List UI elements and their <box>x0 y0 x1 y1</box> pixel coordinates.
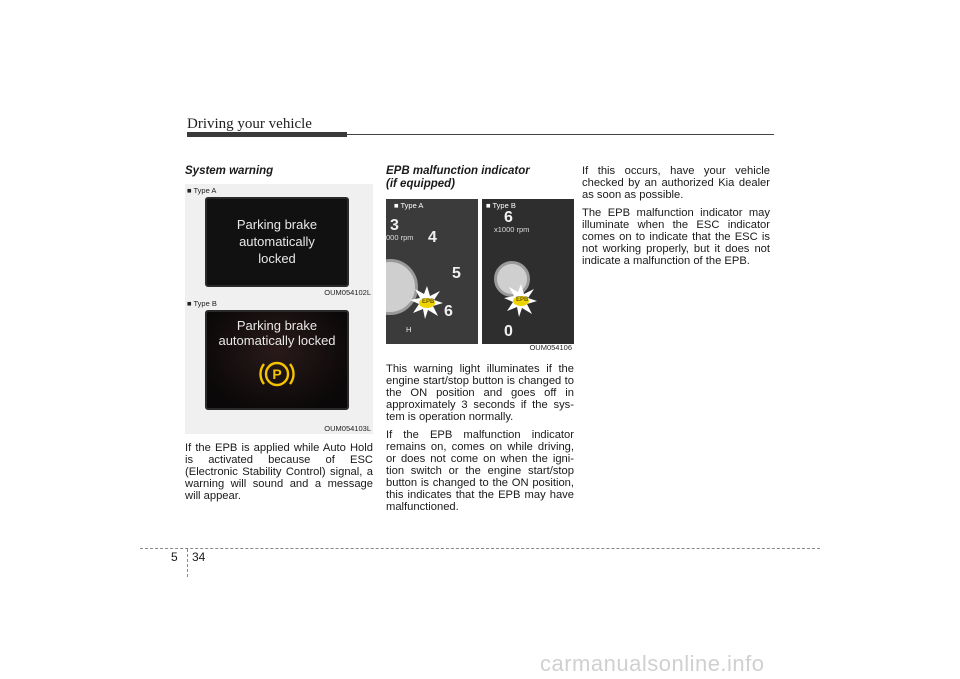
figure-code-a: OUM054102L <box>324 288 371 297</box>
message-b-line-1: Parking brake <box>236 318 318 333</box>
message-b-line-2: automatically locked <box>218 333 336 348</box>
section-subtitle-if-equipped: (if equipped) <box>386 178 455 190</box>
type-a-label: ■ Type A <box>187 186 217 195</box>
figure-epb-indicator <box>386 199 574 351</box>
column-3 <box>582 165 770 273</box>
footer-divider <box>187 549 188 577</box>
column-1 <box>185 165 373 508</box>
message-line-2: automatically <box>239 234 315 249</box>
gauge-a-num-3: 3 <box>390 217 399 234</box>
gauge-a-num-6: 6 <box>444 303 453 320</box>
message-line-1: Parking brake <box>236 217 318 232</box>
figure-code-epb: OUM054106 <box>529 343 572 352</box>
figure-system-warning <box>185 184 373 434</box>
paragraph-epb-2: If the EPB malfunction indicator remains on, comes on while driving, or does not come on when the igni-tion switch or the engine start/stop button is changed to the ON position, this indicates that the EPB may have malfunctioned. <box>386 429 574 513</box>
page-number: 34 <box>192 550 206 564</box>
paragraph-system-warning: If the EPB is applied while Auto Hold is activated because of ESC (Electronic Stability Control) signal, a warning will sound and a message will appear. <box>185 442 373 502</box>
display-type-b <box>205 310 349 410</box>
epb-indicator-b: EPB <box>516 297 529 303</box>
gauge-type-b <box>482 199 574 344</box>
gauge-type-a <box>386 199 478 344</box>
gauge-b-num-0: 0 <box>504 323 513 340</box>
header-bar <box>187 132 347 137</box>
gauge-b-num-6: 6 <box>504 209 513 226</box>
gauge-a-num-4: 4 <box>428 229 437 246</box>
epb-indicator-a: EPB <box>422 299 435 305</box>
gauge-a-num-5: 5 <box>452 265 461 282</box>
temp-h-label: H <box>406 325 412 334</box>
paragraph-epb-3: If this occurs, have your vehicle checked by an authorized Kia dealer as soon as possible. <box>582 165 770 201</box>
type-b-label: ■ Type B <box>187 299 217 308</box>
column-2 <box>386 165 574 519</box>
gauge-a-label: ■ Type A <box>394 201 424 210</box>
paragraph-epb-4: The EPB malfunction indicator may illuminate when the ESC indicator comes on to indicate that the ESC is not working properly, but it does not indicate a malfunction of the EPB. <box>582 207 770 267</box>
message-line-3: locked <box>258 251 296 266</box>
display-type-a <box>205 197 349 287</box>
section-title-epb-indicator: EPB malfunction indicator <box>386 165 530 177</box>
figure-code-b: OUM054103L <box>324 424 371 433</box>
watermark: carmanualsonline.info <box>540 651 765 676</box>
header-title: Driving your vehicle <box>187 116 312 132</box>
section-title-system-warning: System warning <box>185 165 274 177</box>
gauge-b-label: ■ Type B <box>486 201 516 210</box>
parking-symbol: P <box>272 366 282 382</box>
chapter-number: 5 <box>171 550 178 564</box>
gauge-b-rpm: x1000 rpm <box>494 225 530 234</box>
paragraph-epb-1: This warning light illuminates if the engine start/stop button is changed to the ON position and goes off in approximately 3 seconds if the sys-tem is operation normally. <box>386 363 574 423</box>
footer-rule <box>140 548 820 549</box>
gauge-a-rpm: 000 rpm <box>386 233 414 242</box>
parking-brake-icon <box>259 356 295 392</box>
